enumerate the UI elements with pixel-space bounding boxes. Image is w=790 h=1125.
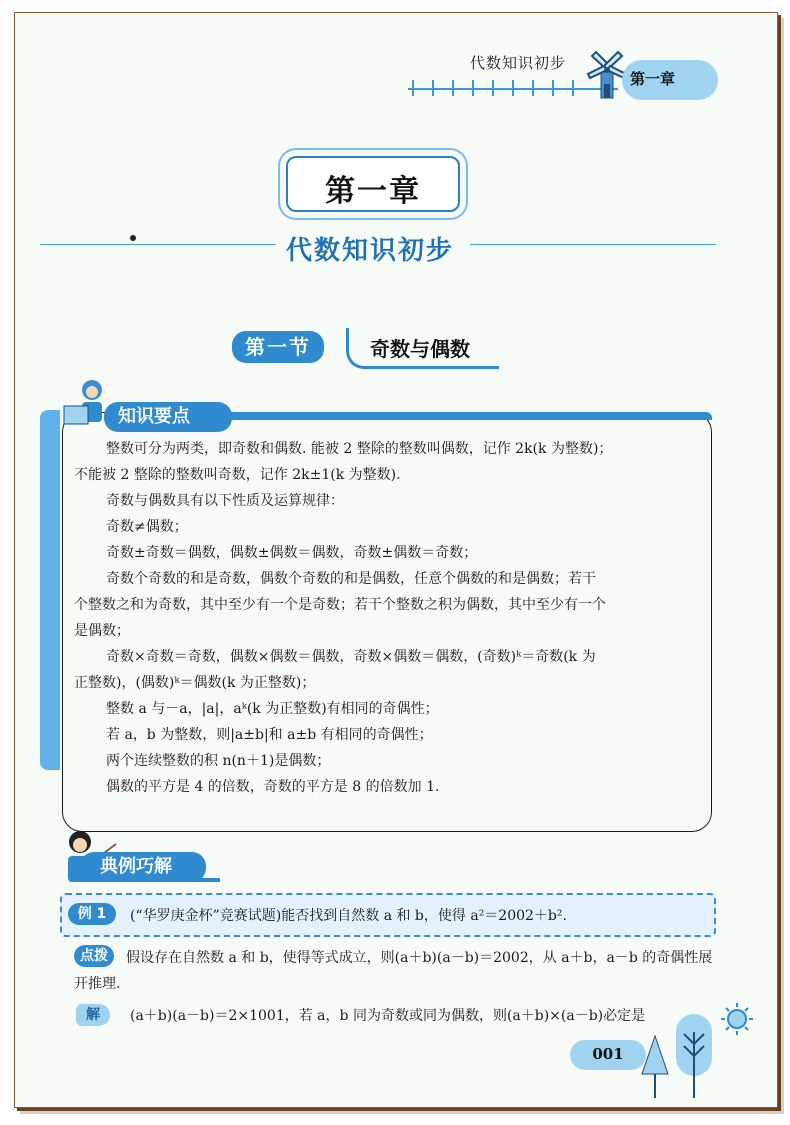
page-number: 001 <box>592 1045 624 1063</box>
knowledge-text <box>74 436 694 800</box>
knowledge-line: 奇数个奇数的和是奇数，偶数个奇数的和是偶数，任意个偶数的和是偶数；若干 <box>106 571 596 587</box>
example-badge: 例 1 <box>68 903 116 925</box>
solution-badge: 解 <box>76 1004 110 1026</box>
knowledge-line: 奇数×奇数＝奇数，偶数×偶数＝偶数，奇数×偶数＝偶数，(奇数)ᵏ＝奇数(k 为 <box>106 649 596 665</box>
running-header-chapter: 第一章 <box>630 70 676 88</box>
hint-text: 假设存在自然数 a 和 b，使得等式成立，则(a＋b)(a－b)＝2002，从 a＋b，a－b 的奇偶性展开推理. <box>74 950 713 992</box>
knowledge-line: 奇数与偶数具有以下性质及运算规律： <box>106 493 344 509</box>
hint-badge: 点拨 <box>74 945 114 967</box>
chapter-title-box <box>286 156 460 212</box>
bug-icon <box>127 232 139 244</box>
knowledge-line: 是偶数； <box>74 623 130 639</box>
rail-tick <box>452 80 454 96</box>
title-rule-right <box>470 244 716 245</box>
chapter-title: 第一章 <box>325 174 421 209</box>
chapter-subtitle: 代数知识初步 <box>286 236 455 266</box>
rail-tick <box>552 80 554 96</box>
examples-tab: 典例巧解 <box>80 852 206 882</box>
sun-icon <box>720 1002 754 1036</box>
rail-tick <box>492 80 494 96</box>
knowledge-top-bar <box>230 412 712 420</box>
knowledge-line: 奇数±奇数＝偶数，偶数±偶数＝偶数，奇数±偶数＝奇数； <box>106 545 478 561</box>
knowledge-line: 两个连续整数的积 n(n＋1)是偶数； <box>106 753 331 769</box>
title-rule-left <box>40 244 276 245</box>
knowledge-line: 正整数)，(偶数)ᵏ＝偶数(k 为正整数)； <box>74 675 316 691</box>
knowledge-line: 整数 a 与－a，|a|，aᵏ(k 为正整数)有相同的奇偶性； <box>106 701 439 717</box>
large-tree-icon <box>672 1012 716 1100</box>
knowledge-line: 若 a，b 为整数，则|a±b|和 a±b 有相同的奇偶性； <box>106 727 433 743</box>
rail-tick <box>412 80 414 96</box>
rail-tick <box>512 80 514 96</box>
knowledge-line: 整数可分为两类，即奇数和偶数. 能被 2 整除的整数叫偶数，记作 2k(k 为整数)； <box>106 441 613 457</box>
knowledge-line: 奇数≠偶数； <box>106 519 188 535</box>
knowledge-side-bar <box>40 410 60 770</box>
running-header-title: 代数知识初步 <box>470 54 567 72</box>
solution-text: (a＋b)(a－b)＝2×1001，若 a，b 同为奇数或同为偶数，则(a＋b)×(a－b)必定是 <box>130 1008 646 1024</box>
section-title: 奇数与偶数 <box>370 337 470 361</box>
section-badge: 第一节 <box>232 331 324 363</box>
knowledge-line: 不能被 2 整除的整数叫奇数，记作 2k±1(k 为整数). <box>74 467 401 483</box>
knowledge-line: 个整数之和为奇数，其中至少有一个是奇数；若干个整数之积为偶数，其中至少有一个 <box>74 597 606 613</box>
example-question-text: (“华罗庚金杯”竞赛试题)能否找到自然数 a 和 b，使得 a²＝2002＋b². <box>130 908 567 924</box>
knowledge-line: 偶数的平方是 4 的倍数，奇数的平方是 8 的倍数加 1. <box>106 779 440 795</box>
rail-tick <box>532 80 534 96</box>
rail-tick <box>572 80 574 96</box>
knowledge-tab: 知识要点 <box>104 402 232 432</box>
rail-tick <box>472 80 474 96</box>
rail-tick <box>432 80 434 96</box>
small-tree-icon <box>640 1034 670 1100</box>
